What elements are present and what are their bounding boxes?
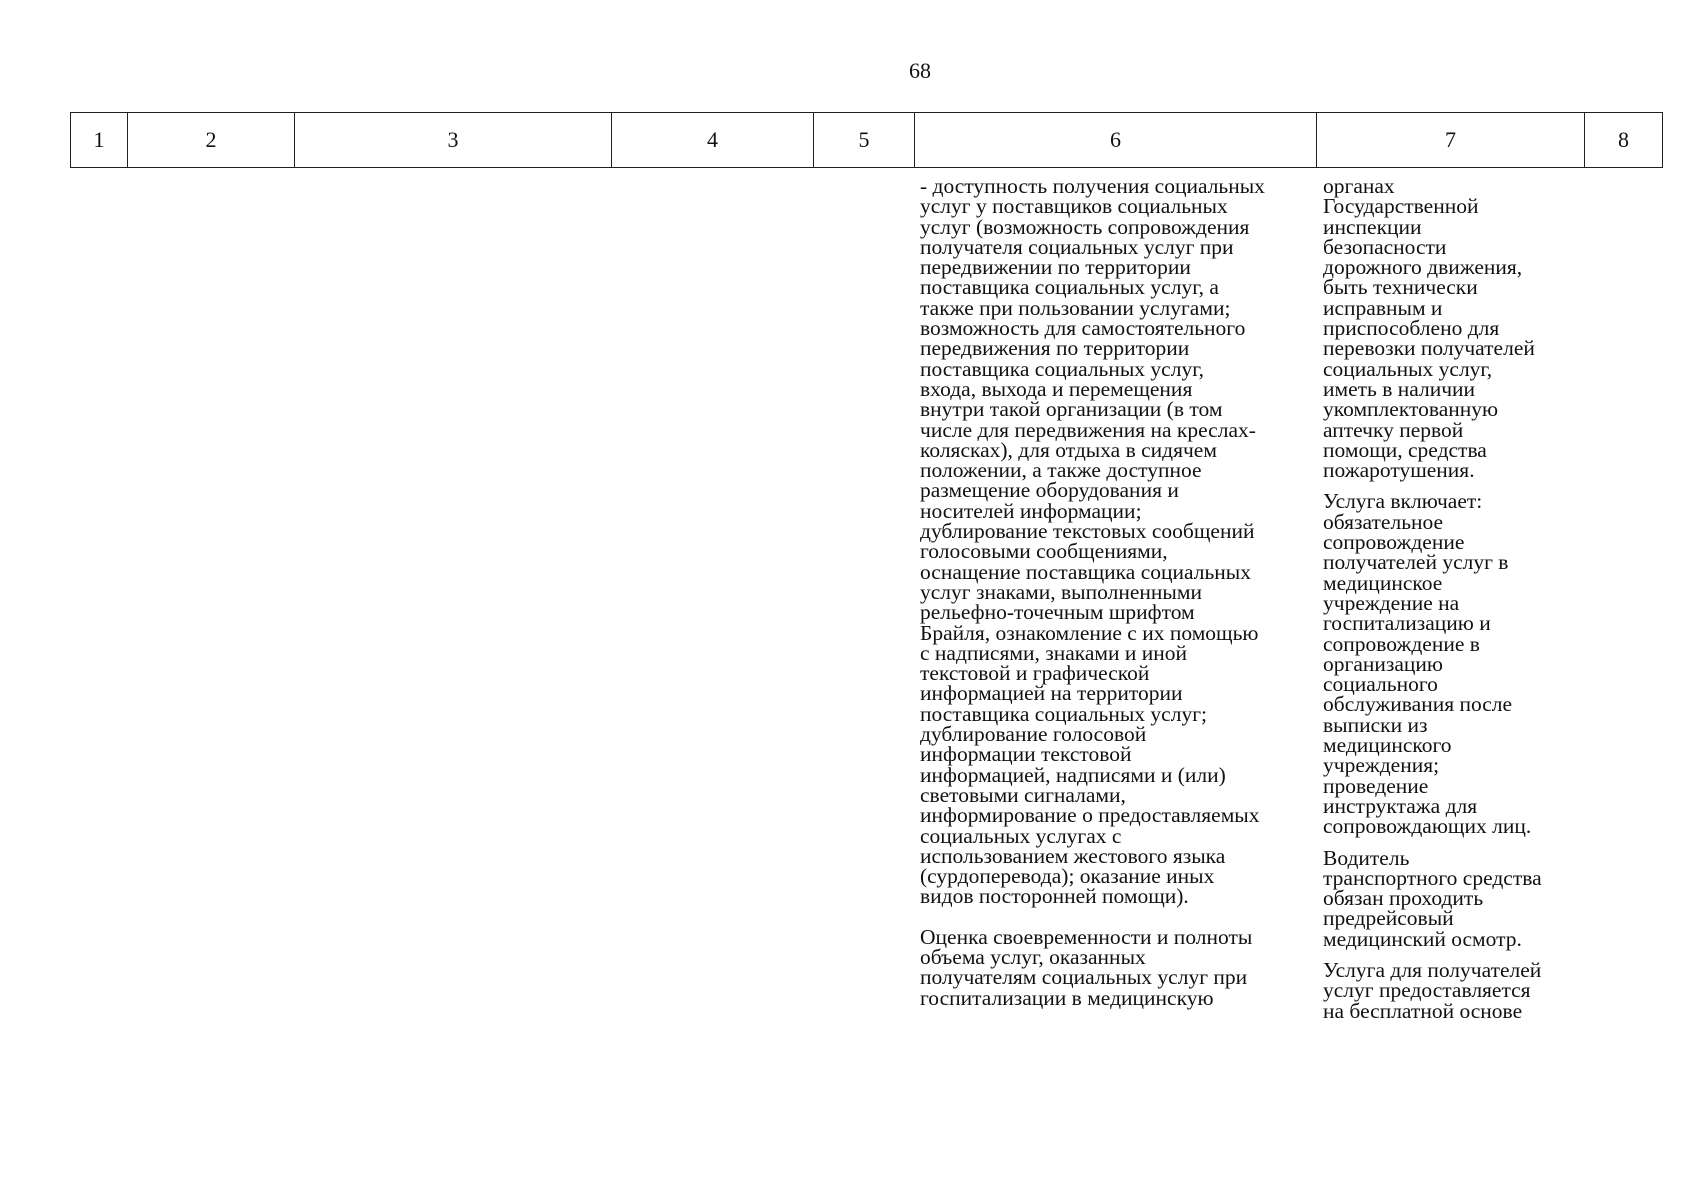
- column-7-paragraph-free-of-charge: Услуга для получателей услуг предоставляется на бесплатной основе: [1323, 957, 1542, 1023]
- column-7-content: [1323, 176, 1593, 1021]
- column-number-7: 7: [1317, 113, 1585, 168]
- column-number-4: 4: [612, 113, 814, 168]
- column-7-paragraph-driver: Водитель транспортного средства обязан проходить предрейсовый медицинский осмотр.: [1323, 845, 1542, 951]
- column-6-paragraph-accessibility: - доступность получения социальных услуг у поставщиков социальных услуг (возможность сопровождения получателя социальных услуг при передвижении по территории поставщика социальных услуг, а также при пользовании услугами; возможность для самостоятельного передвижения по территории поставщика социальных услуг, входа, выхода и перемещения внутри такой организации (в том числе для передвижения на креслах- колясках), для отдыха в сидячем положении, а также доступное размещение оборудования и носителей информации; дублирование текстовых сообщений голосовыми сообщениями, оснащение поставщика социальных услуг знаками, выполненными рельефно-точечным шрифтом Брайля, ознакомление с их помощью с надписями, знаками и иной текстовой и графической информацией на территории поставщика социальных услуг; дублирование голосовой информации текстовой информацией, надписями и (или) световыми сигналами, информирование о предоставляемых социальных услугах с использованием жестового языка (сурдоперевода); оказание иных видов посторонней помощи).: [920, 174, 1265, 909]
- column-number-8: 8: [1585, 113, 1663, 168]
- page-number: 68: [909, 58, 931, 83]
- column-6-paragraph-assessment: Оценка своевременности и полноты объема услуг, оказанных получателям социальных услуг при госпитализации в медицинскую: [920, 924, 1253, 1010]
- column-number-3: 3: [295, 113, 612, 168]
- column-number-5: 5: [814, 113, 915, 168]
- column-number-header-table: [70, 112, 1663, 168]
- column-number-6: 6: [915, 113, 1317, 168]
- column-7-paragraph-vehicle-requirements: органах Государственной инспекции безопасности дорожного движения, быть технически исправным и приспособлено для перевозки получателей социальных услуг, иметь в наличии укомплектованную аптечку первой помощи, средства пожаротушения.: [1323, 174, 1535, 483]
- header-row: [71, 113, 1663, 168]
- column-7-paragraph-service-includes: Услуга включает: обязательное сопровождение получателей услуг в медицинское учреждение на госпитализацию и сопровождение в организацию социального обслуживания после выписки из медицинского учреждения; проведение инструктажа для сопровождающих лиц.: [1323, 489, 1532, 839]
- column-number-1: 1: [71, 113, 128, 168]
- column-number-2: 2: [128, 113, 295, 168]
- column-6-content: [920, 176, 1320, 1008]
